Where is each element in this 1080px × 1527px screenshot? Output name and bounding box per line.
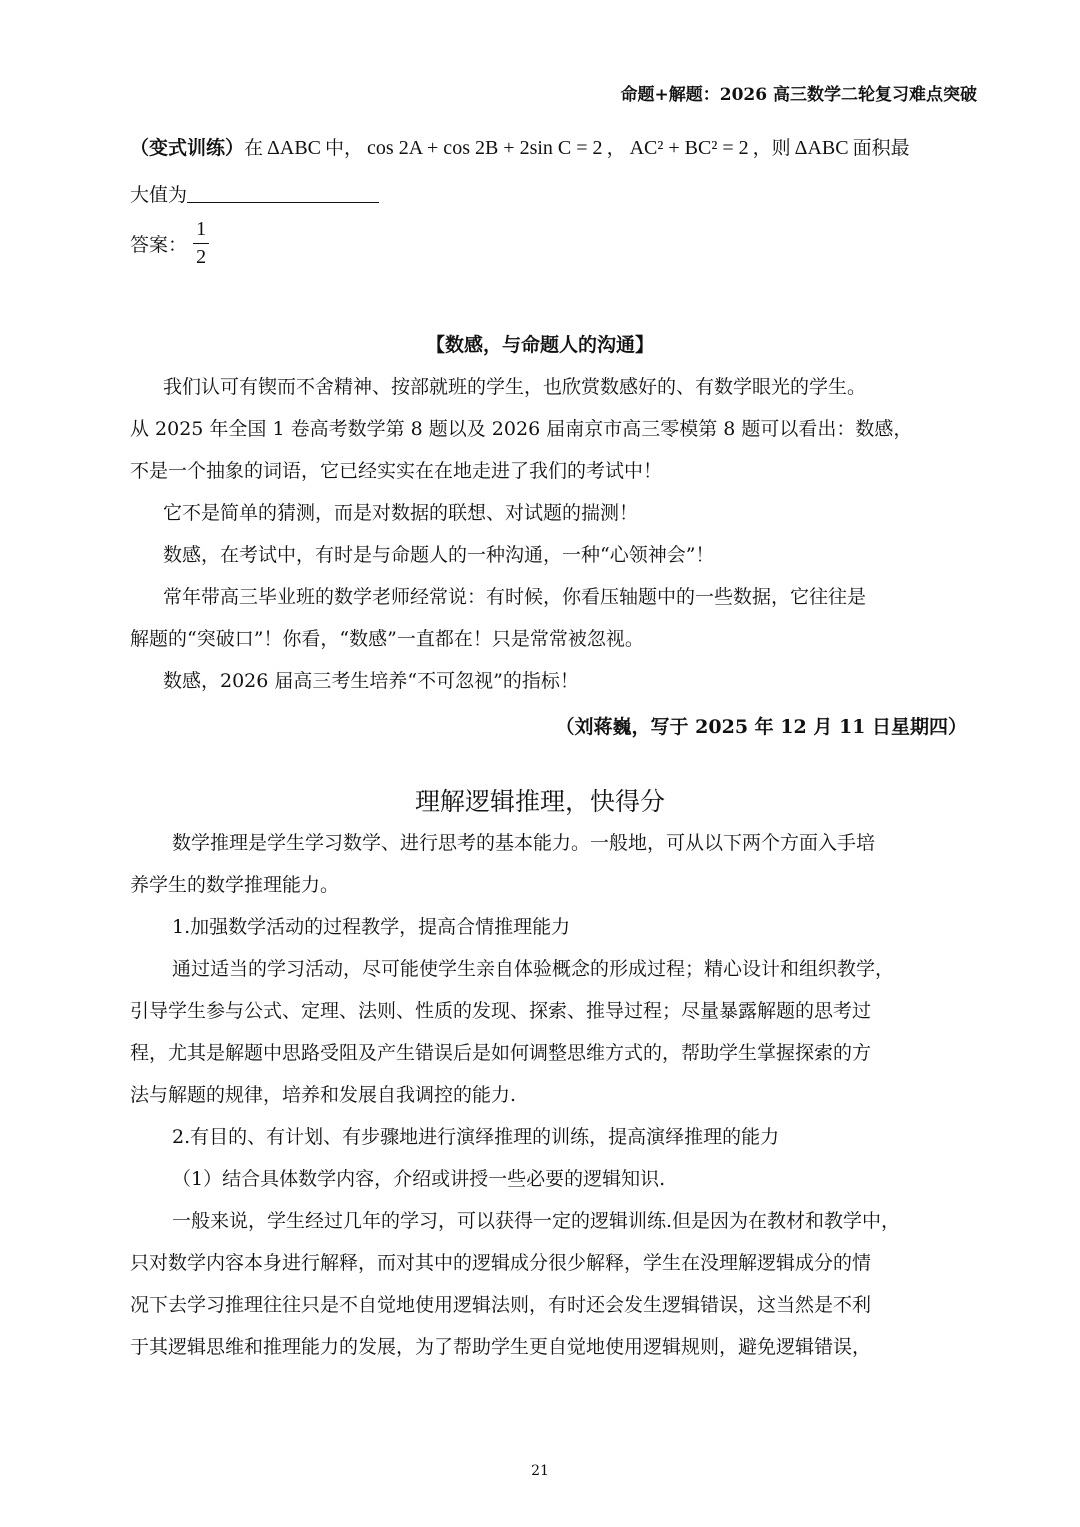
s2-p1-line4: 法与解题的规律，培养和发展自我调控的能力. [130, 1084, 517, 1106]
condition-1: cos 2A + cos 2B + 2sin C = 2 [367, 137, 603, 159]
s2-p1-line3: 程，尤其是解题中思路受阻及产生错误后是如何调整思维方式的，帮助学生掌握探索的方 [130, 1042, 872, 1064]
s2-p2-line2: 只对数学内容本身进行解释，而对其中的逻辑成分很少解释，学生在没理解逻辑成分的情 [130, 1252, 872, 1274]
s1-p4-line2: 解题的“突破口”！你看，“数感”一直都在！只是常常被忽视。 [130, 628, 644, 650]
triangle-symbol-2: ΔABC [794, 137, 849, 159]
s2-heading-3: （1）结合具体数学内容，介绍或讲授一些必要的逻辑知识. [172, 1168, 666, 1190]
s2-heading-1: 1.加强数学活动的过程教学，提高合情推理能力 [172, 916, 571, 938]
problem-text-c: ，则 [752, 137, 791, 159]
author-signature: （刘蒋巍，写于 2025 年 12 月 11 日星期四） [555, 716, 967, 738]
condition-2: AC² + BC² = 2 [629, 137, 749, 159]
answer-label: 答案： [130, 234, 188, 256]
problem-text-d: 面积最 [852, 137, 910, 159]
answer-fraction [193, 218, 209, 269]
problem-line-1 [130, 133, 910, 160]
s1-p3: 数感，在考试中，有时是与命题人的一种沟通，一种“心领神会”！ [163, 544, 715, 566]
problem-tag: （变式训练） [130, 137, 245, 159]
s2-p2-line1: 一般来说，学生经过几年的学习，可以获得一定的逻辑训练.但是因为在教材和教学中， [172, 1210, 901, 1232]
s1-p2: 它不是简单的猜测，而是对数据的联想、对试题的揣测！ [163, 502, 639, 524]
answer-blank [187, 184, 379, 203]
s1-p1-line3: 不是一个抽象的词语，它已经实实在在地走进了我们的考试中！ [130, 460, 663, 482]
s1-p4-line1: 常年带高三毕业班的数学老师经常说：有时候，你看压轴题中的一些数据，它往往是 [163, 586, 867, 608]
section-title-logic: 理解逻辑推理，快得分 [414, 787, 665, 816]
s1-p1-line2: 从 2025 年全国 1 卷高考数学第 8 题以及 2026 届南京市高三零模第 8 题可以看出：数感， [130, 418, 913, 440]
s2-intro-line2: 养学生的数学推理能力。 [130, 874, 340, 896]
running-header: 命题+解题：2026 高三数学二轮复习难点突破 [620, 85, 977, 105]
s2-heading-2: 2.有目的、有计划、有步骤地进行演绎推理的训练，提高演绎推理的能力 [172, 1126, 780, 1148]
answer-denominator: 2 [196, 246, 207, 268]
s2-p2-line4: 于其逻辑思维和推理能力的发展，为了帮助学生更自觉地使用逻辑规则，避免逻辑错误， [130, 1336, 872, 1358]
s2-intro-line1: 数学推理是学生学习数学、进行思考的基本能力。一般地，可从以下两个方面入手培 [172, 832, 876, 854]
problem-line2-text: 大值为 [130, 184, 188, 206]
triangle-symbol-1: ΔABC [267, 137, 322, 159]
problem-comma: ， [606, 137, 626, 159]
problem-line-2 [130, 180, 379, 207]
page-number: 21 [531, 1463, 549, 1479]
answer-line [130, 218, 209, 269]
s2-p1-line1: 通过适当的学习活动，尽可能使学生亲自体验概念的形成过程；精心设计和组织教学， [172, 958, 895, 980]
s2-p1-line2: 引导学生参与公式、定理、法则、性质的发现、探索、推导过程；尽量暴露解题的思考过 [130, 1000, 872, 1022]
s1-p5: 数感，2026 届高三考生培养“不可忽视”的指标！ [163, 670, 579, 692]
answer-numerator: 1 [193, 218, 209, 244]
problem-text-b: 中， [325, 137, 364, 159]
problem-text-a: 在 [244, 137, 264, 159]
s1-p1-line1: 我们认可有锲而不舍精神、按部就班的学生，也欣赏数感好的、有数学眼光的学生。 [163, 376, 867, 398]
section-title-number-sense: 【数感，与命题人的沟通】 [425, 334, 654, 356]
s2-p2-line3: 况下去学习推理往往只是不自觉地使用逻辑法则，有时还会发生逻辑错误，这当然是不利 [130, 1294, 872, 1316]
